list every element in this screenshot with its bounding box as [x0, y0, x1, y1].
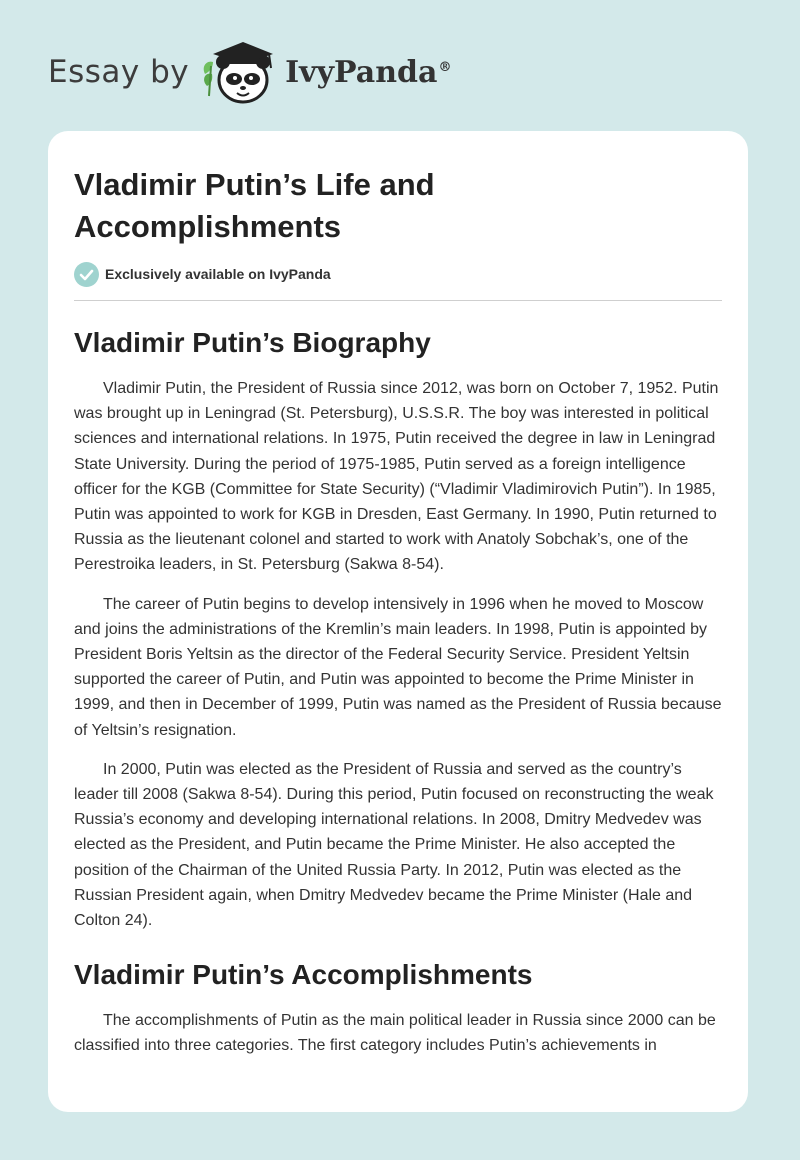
section-heading-biography: Vladimir Putin’s Biography: [74, 327, 431, 358]
panda-graduate-icon: [197, 36, 283, 108]
section-heading-accomplishments: Vladimir Putin’s Accomplishments: [74, 959, 533, 991]
exclusive-label: Exclusively available on IvyPanda: [105, 266, 331, 282]
page-title: Vladimir Putin’s Life and Accomplishments: [74, 167, 435, 244]
essay-card: [48, 131, 748, 1112]
brand-prefix: Essay by: [48, 54, 190, 90]
exclusive-badge: [74, 261, 722, 287]
brand-name: IvyPanda®: [285, 54, 452, 90]
brand-logo[interactable]: [48, 36, 451, 108]
paragraph: The accomplishments of Putin as the main political leader in Russia since 2000 can be classified into three categories. The first category includes Putin’s achievements in: [74, 1012, 716, 1055]
check-circle-icon: [74, 262, 99, 287]
paragraph: The career of Putin begins to develop intensively in 1996 when he moved to Moscow and joins the administrations of the Kremlin’s main leaders. In 1998, Putin is appointed by President Boris Yeltsin as the director of the Federal Security Service. President Yeltsin supported the career of Putin, and Putin was appointed to become the Prime Minister in 1999, and then in December of 1999, Putin was named as the President of Russia because of Yeltsin’s resignation.: [74, 595, 722, 739]
paragraph: In 2000, Putin was elected as the President of Russia and served as the country’s leader till 2008 (Sakwa 8-54). During this period, Putin focused on reconstructing the weak Russia’s economy and developing international relations. In 2008, Dmitry Medvedev was elected as the President, and Putin became the Prime Minister. He also accepted the position of the Chairman of the United Russia Party. In 2012, Putin was elected as the Russian President again, when Dmitry Medvedev became the Prime Minister (Hale and Colton 24).: [74, 760, 714, 930]
divider: [74, 300, 722, 301]
paragraph: Vladimir Putin, the President of Russia since 2012, was born on October 7, 1952. Putin was brought up in Leningrad (St. Petersburg), U.S.S.R. The boy was interested in political sciences and international relations. In 1975, Putin received the degree in law in Leningrad State University. During the period of 1975-1985, Putin served as a foreign intelligence officer for the KGB (Committee for State Security) (“Vladimir Vladimirovich Putin”). In 1985, Putin was appointed to work for KGB in Dresden, East Germany. In 1990, Putin returned to Russia as the lieutenant colonel and started to work with Anatoly Sobchak’s, one of the Perestroika leaders, in St. Petersburg (Sakwa 8-54).: [74, 380, 719, 574]
